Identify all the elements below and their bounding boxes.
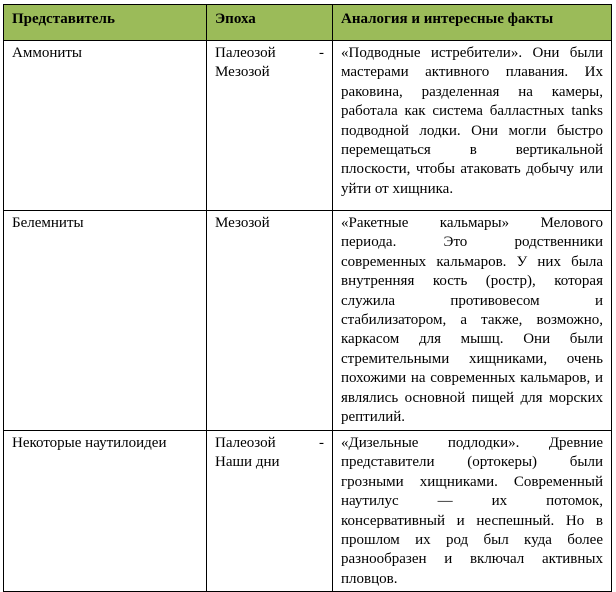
cell-facts: «Подводные истребители». Они были мастерами активного плавания. Их раковина, разделенная на камеры, работала как система балластных tanks подводной лодки. Они могли быстро перемещаться в вертикальной плоскости, чтобы атаковать добычу или уйти от хищника. — [333, 41, 612, 211]
cell-era — [207, 211, 333, 431]
table-row — [4, 41, 612, 211]
era-dash: - — [319, 45, 324, 61]
cell-representative: Некоторые наутилоидеи — [4, 431, 207, 592]
era-line — [215, 434, 324, 453]
cell-facts: «Дизельные подлодки». Древние представители (ортокеры) были грозными хищниками. Современный наутилус — их потомок, консервативный и неспешный. Но в прошлом их род был куда более разнообразен и включал активных пловцов. — [333, 431, 612, 592]
cell-representative: Аммониты — [4, 41, 207, 211]
era-start: Палеозой — [215, 45, 276, 61]
table-header-row — [4, 5, 612, 41]
cell-facts: «Ракетные кальмары» Мелового периода. Это родственники современных кальмаров. У них была внутренняя кость (ростр), которая служила противовесом и стабилизатором, а также, возможно, каркасом для мышц. Они были стремительными хищниками, очень похожими на современных кальмаров, и являлись основной пищей для морских рептилий. — [333, 211, 612, 431]
table-row — [4, 431, 612, 592]
era-end: Мезозой — [215, 64, 270, 81]
era-dash: - — [319, 435, 324, 451]
era-start: Мезозой — [215, 215, 270, 231]
era-end: Наши дни — [215, 454, 280, 471]
cell-era — [207, 431, 333, 592]
era-start: Палеозой — [215, 435, 276, 451]
header-representative: Представитель — [4, 5, 207, 41]
era-line — [215, 44, 324, 63]
header-era: Эпоха — [207, 5, 333, 41]
fossil-analogies-table — [3, 4, 612, 592]
cell-representative: Белемниты — [4, 211, 207, 431]
table-row — [4, 211, 612, 431]
header-facts: Аналогия и интересные факты — [333, 5, 612, 41]
cell-era — [207, 41, 333, 211]
